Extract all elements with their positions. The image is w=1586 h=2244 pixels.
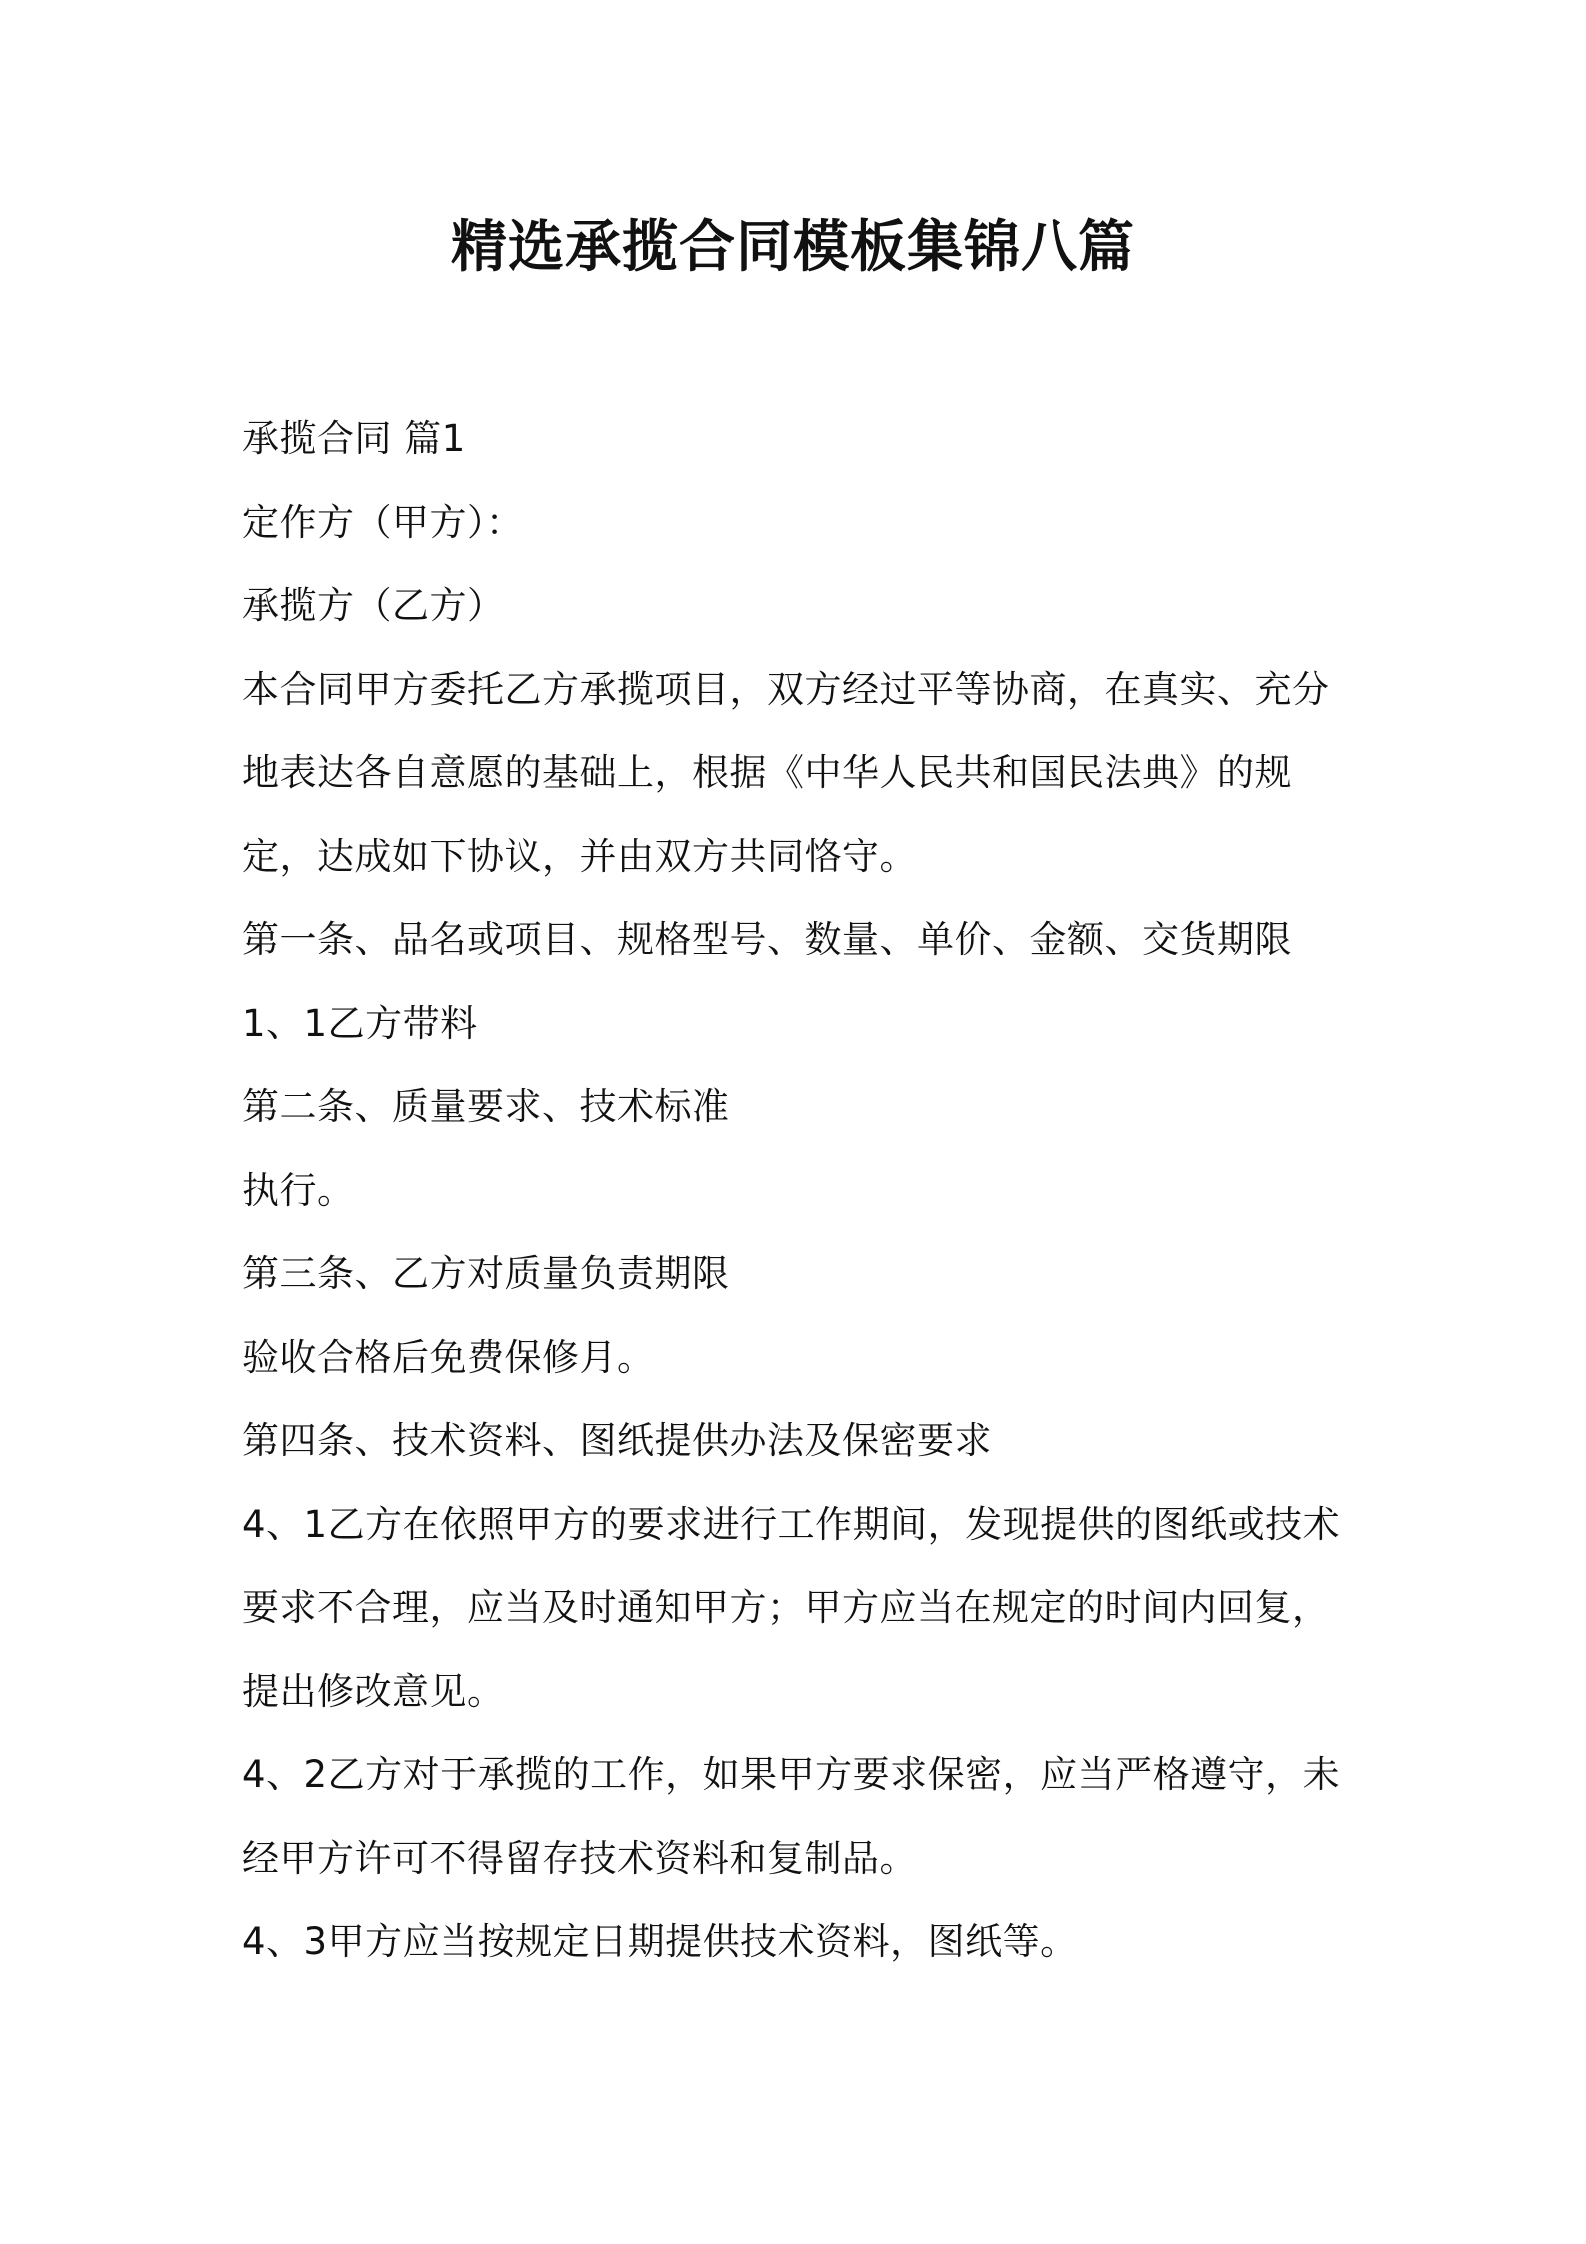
paragraph-article-2-body: 执行。 [242, 1168, 355, 1212]
document-title: 精选承揽合同模板集锦八篇 [451, 215, 1135, 280]
paragraph-article-3: 第三条、乙方对质量负责期限 [242, 1252, 730, 1295]
paragraph-clause-4-1: 4、1乙方在依照甲方的要求进行工作期间，发现提供的图纸或技术要求不合理，应当及时通知甲方；甲方应当在规定的时间内回复，提出修改意见。 [242, 1502, 1341, 1713]
paragraph-article-2: 第二条、质量要求、技术标准 [242, 1085, 730, 1128]
paragraph-article-1: 第一条、品名或项目、规格型号、数量、单价、金额、交货期限 [242, 918, 1292, 961]
paragraph-clause-1-1: 1、1乙方带料 [242, 1001, 478, 1045]
paragraph-preamble: 本合同甲方委托乙方承揽项目，双方经过平等协商，在真实、充分地表达各自意愿的基础上，根据《中华人民共和国民法典》的规定，达成如下协议，并由双方共同恪守。 [242, 667, 1330, 878]
paragraph-clause-4-3: 4、3甲方应当按规定日期提供技术资料，图纸等。 [242, 1920, 1078, 1963]
paragraph-heading-part1: 承揽合同 篇1 [242, 417, 466, 460]
document-body [242, 397, 1362, 1984]
paragraph-party-b: 承揽方（乙方） [242, 584, 505, 627]
paragraph-clause-4-2: 4、2乙方对于承揽的工作，如果甲方要求保密，应当严格遵守，未经甲方许可不得留存技术资料和复制品。 [242, 1753, 1341, 1880]
paragraph-article-4: 第四条、技术资料、图纸提供办法及保密要求 [242, 1419, 992, 1462]
paragraph-party-a: 定作方（甲方）： [242, 500, 524, 544]
paragraph-article-3-body: 验收合格后免费保修月。 [242, 1335, 655, 1379]
